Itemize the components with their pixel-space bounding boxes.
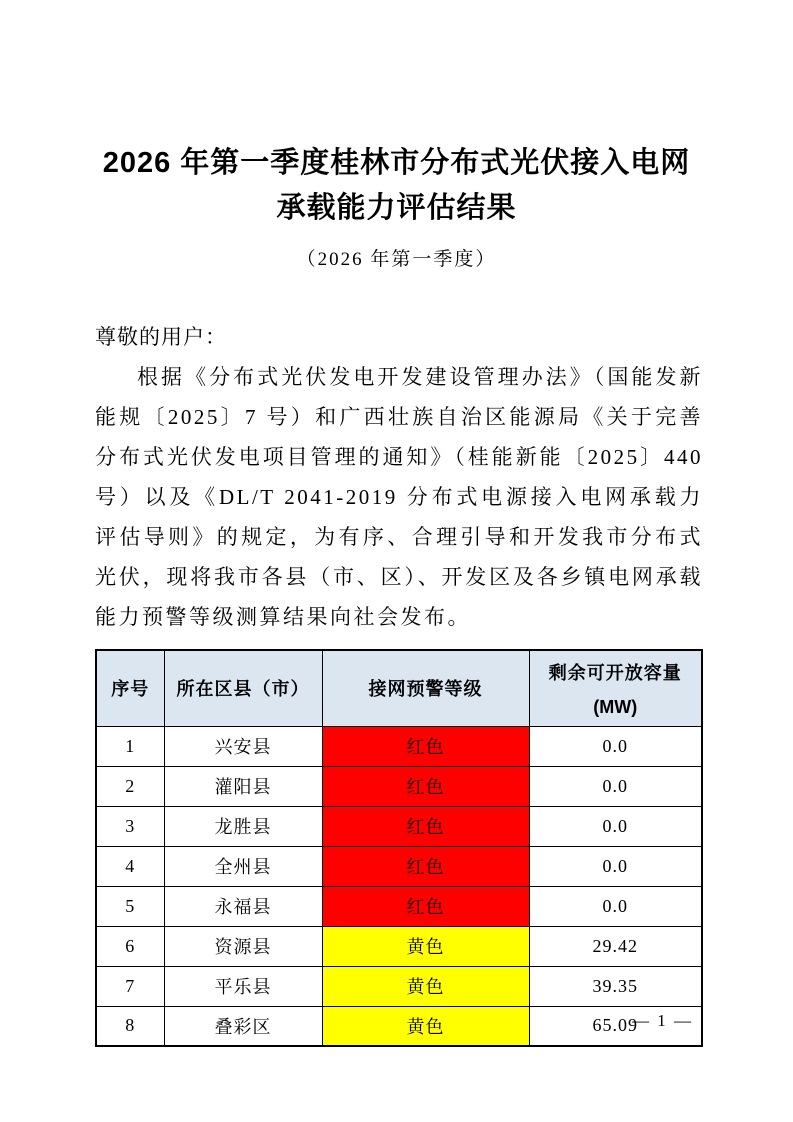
row-index-cell: 6	[96, 926, 164, 966]
row-warning-level-cell: 红色	[322, 766, 529, 806]
row-index-cell: 8	[96, 1006, 164, 1046]
table-row	[96, 886, 702, 926]
row-county-cell: 平乐县	[164, 966, 322, 1006]
col-header-warning-level: 接网预警等级	[322, 650, 529, 726]
table-row	[96, 1006, 702, 1046]
capacity-assessment-table	[95, 649, 703, 1047]
row-index-cell: 1	[96, 726, 164, 766]
row-county-cell: 灌阳县	[164, 766, 322, 806]
row-capacity-cell: 0.0	[529, 886, 702, 926]
body-paragraph: 根据《分布式光伏发电开发建设管理办法》（国能发新能规〔2025〕7 号）和广西壮族自治区能源局《关于完善分布式光伏发电项目管理的通知》（桂能新能〔2025〕440 号）以及《DL/T 2041-2019 分布式电源接入电网承载力评估导则》的规定，为有序、合理引导和开发我市分布式光伏，现将我市各县（市、区）、开发区及各乡镇电网承载能力预警等级测算结果向社会发布。	[95, 365, 703, 629]
row-warning-level-cell: 红色	[322, 886, 529, 926]
row-county-cell: 叠彩区	[164, 1006, 322, 1046]
row-county-cell: 永福县	[164, 886, 322, 926]
row-warning-level-cell: 黄色	[322, 1006, 529, 1046]
title-line-2: 承载能力评估结果	[276, 192, 517, 224]
row-capacity-cell: 65.09	[529, 1006, 702, 1046]
page-number: — 1 —	[632, 1011, 693, 1030]
row-index-cell: 7	[96, 966, 164, 1006]
row-capacity-cell: 39.35	[529, 966, 702, 1006]
table-row	[96, 926, 702, 966]
row-warning-level-cell: 红色	[322, 726, 529, 766]
document-title	[0, 0, 793, 231]
table-header-row	[96, 650, 702, 726]
row-index-cell: 4	[96, 846, 164, 886]
row-warning-level-cell: 黄色	[322, 966, 529, 1006]
col-header-index: 序号	[96, 650, 164, 726]
table-row	[96, 846, 702, 886]
col-header-county: 所在区县（市）	[164, 650, 322, 726]
row-county-cell: 龙胜县	[164, 806, 322, 846]
row-warning-level-cell: 红色	[322, 806, 529, 846]
col-header-capacity-label: 剩余可开放容量	[548, 662, 682, 683]
row-index-cell: 3	[96, 806, 164, 846]
row-county-cell: 全州县	[164, 846, 322, 886]
row-capacity-cell: 0.0	[529, 766, 702, 806]
row-county-cell: 兴安县	[164, 726, 322, 766]
row-warning-level-cell: 黄色	[322, 926, 529, 966]
table-row	[96, 806, 702, 846]
row-capacity-cell: 0.0	[529, 846, 702, 886]
row-county-cell: 资源县	[164, 926, 322, 966]
col-header-capacity	[529, 650, 702, 726]
greeting-line: 尊敬的用户：	[95, 325, 227, 349]
col-header-capacity-unit: (MW)	[593, 696, 638, 717]
table-row	[96, 766, 702, 806]
row-warning-level-cell: 红色	[322, 846, 529, 886]
document-body	[95, 317, 703, 1047]
row-index-cell: 2	[96, 766, 164, 806]
title-line-1: 2026 年第一季度桂林市分布式光伏接入电网	[102, 147, 691, 179]
table-row	[96, 966, 702, 1006]
row-capacity-cell: 0.0	[529, 726, 702, 766]
document-subtitle: （2026 年第一季度）	[296, 249, 497, 270]
table-row	[96, 726, 702, 766]
row-index-cell: 5	[96, 886, 164, 926]
row-capacity-cell: 29.42	[529, 926, 702, 966]
row-capacity-cell: 0.0	[529, 806, 702, 846]
